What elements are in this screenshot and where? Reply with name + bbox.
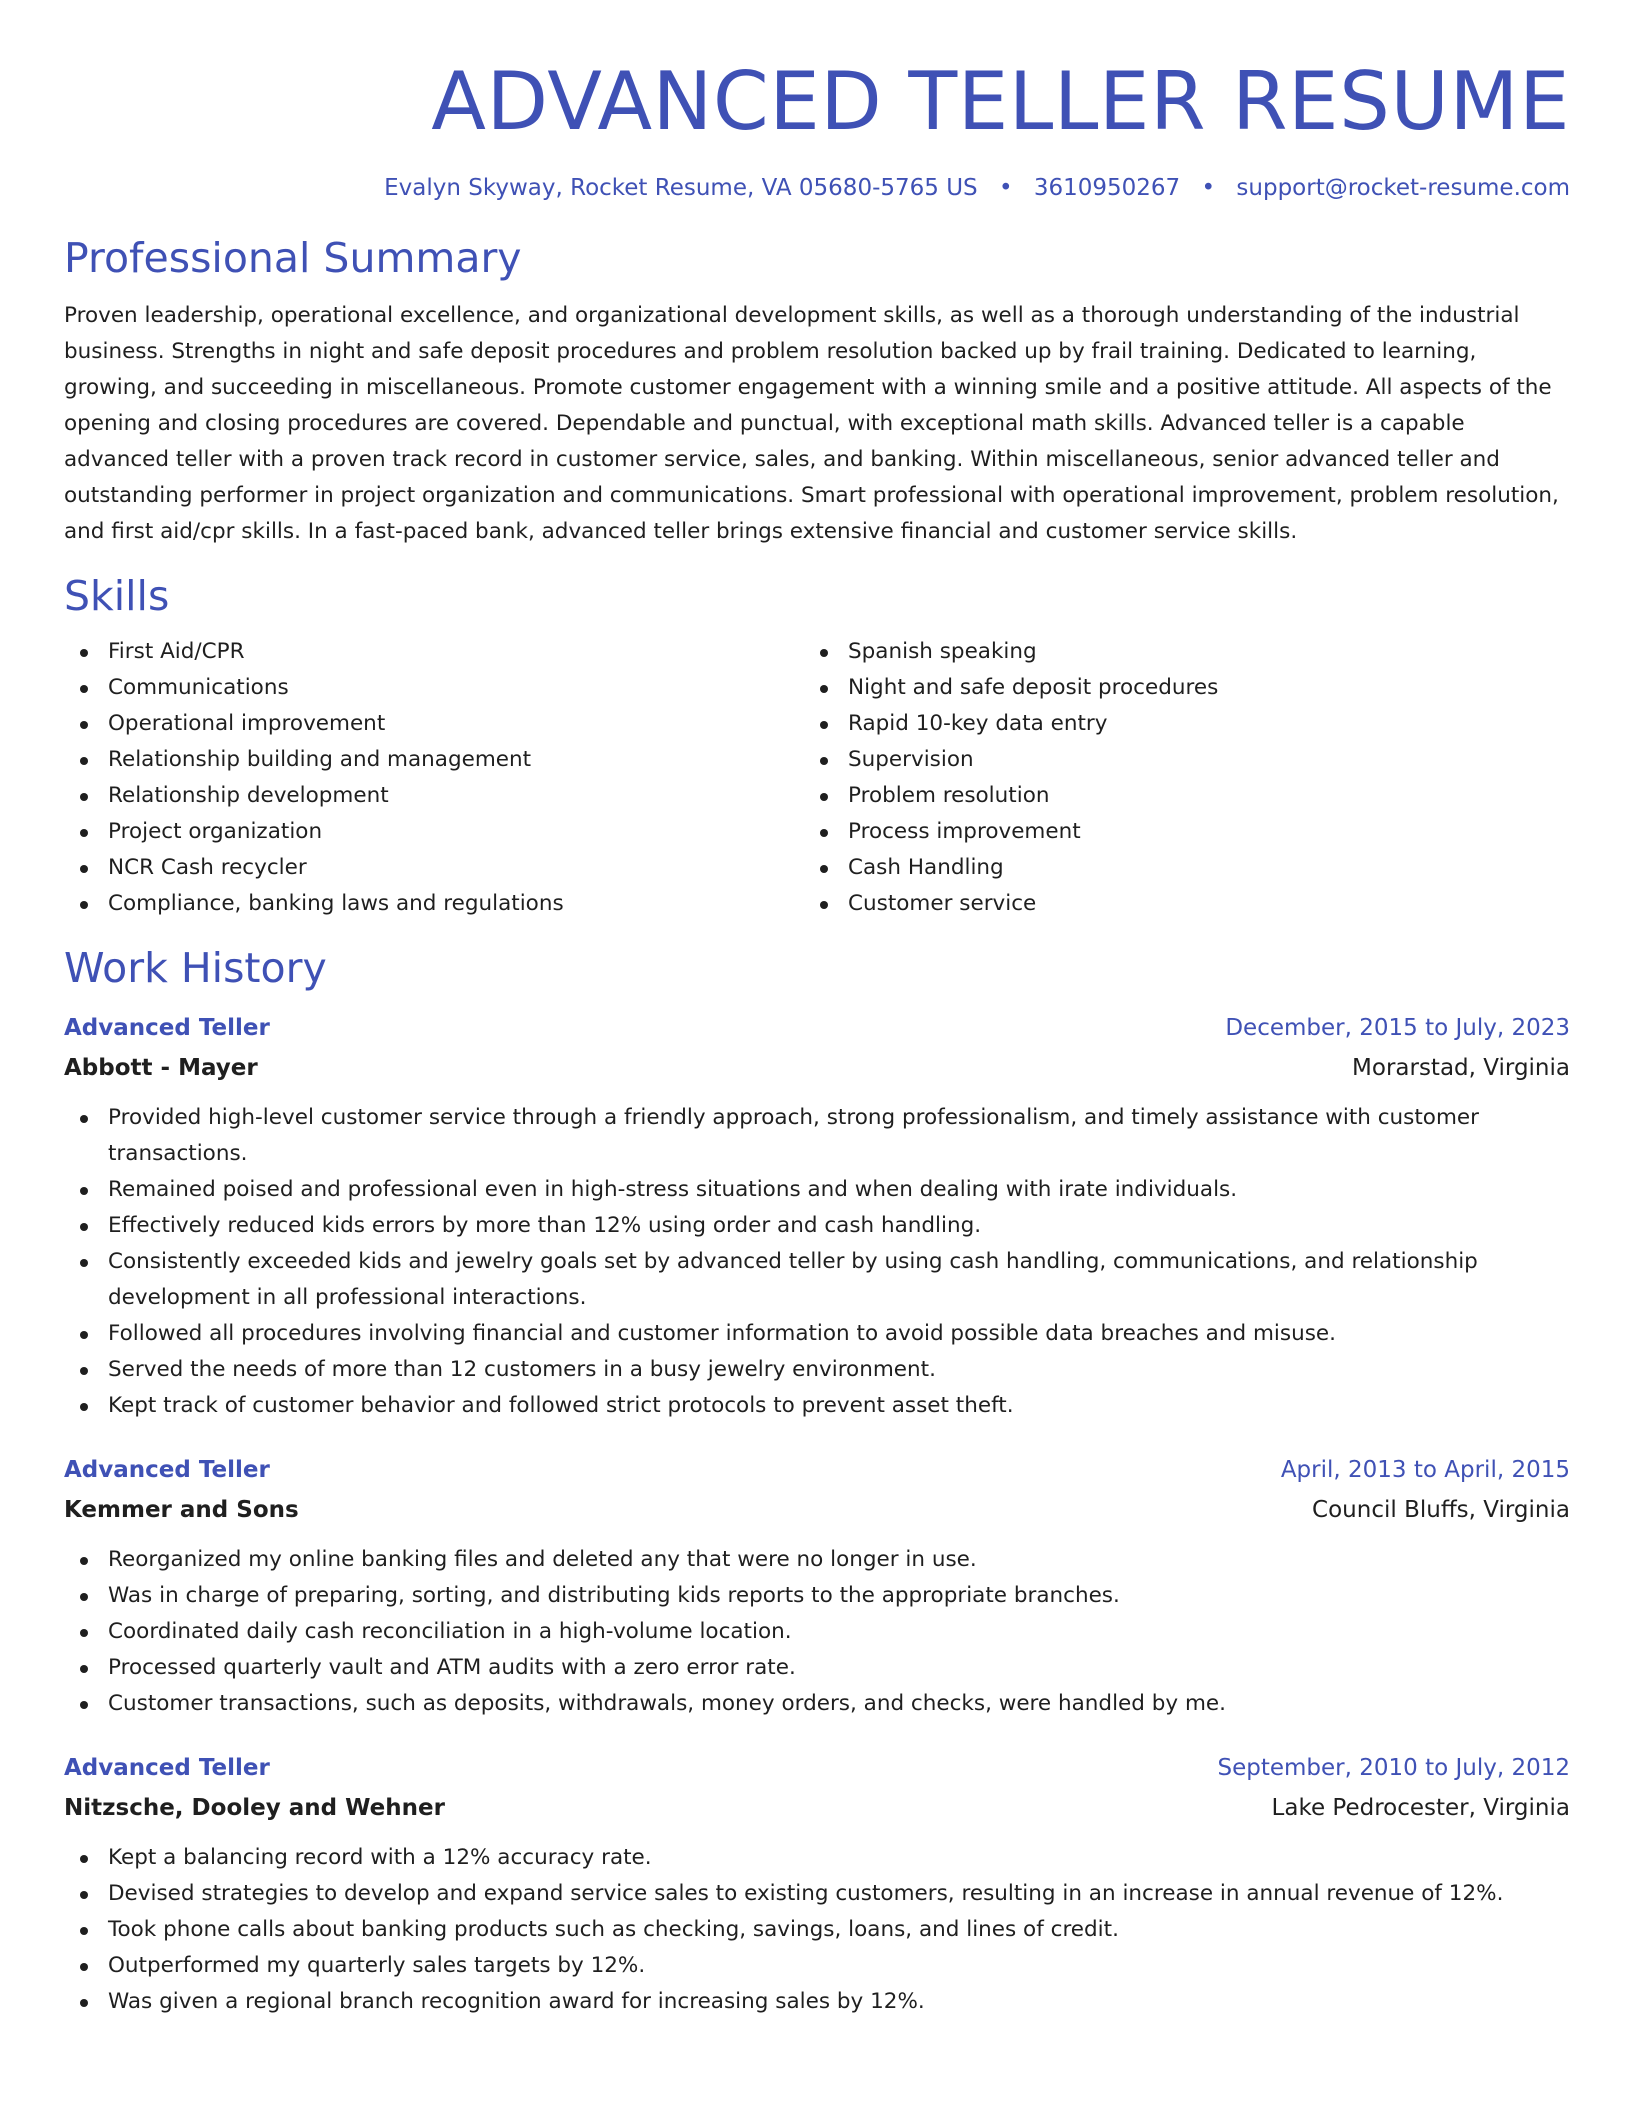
skills-list (64, 634, 1570, 922)
summary-text: Proven leadership, operational excellence, and organizational development skills, as well as a thorough understanding of the industrial business. Strengths in night and safe deposit procedures and problem resolution backed up by frail training. Dedicated to learning, growing, and succeeding in miscellaneous. Promote customer engagement with a winning smile and a positive attitude. All aspects of the opening and closing procedures are covered. Dependable and punctual, with exceptional math skills. Advanced teller is a capable advanced teller with a proven track record in customer service, sales, and banking. Within miscellaneous, senior advanced teller and outstanding performer in project organization and communications. Smart professional with operational improvement, problem resolution, and first aid/cpr skills. In a fast-paced bank, advanced teller brings extensive financial and customer service skills. (64, 303, 1559, 544)
job-bullet: Coordinated daily cash reconciliation in a high-volume location. (64, 1614, 1570, 1650)
job-bullet: Was in charge of preparing, sorting, and distributing kids reports to the appropriate branches. (64, 1578, 1570, 1614)
job-entry (64, 1008, 1570, 1424)
job-bullet: Followed all procedures involving financial and customer information to avoid possible data breaches and misuse. (64, 1316, 1570, 1352)
job-title-row (64, 1008, 1570, 1048)
contact-separator: • (1201, 175, 1216, 201)
contact-line (64, 172, 1570, 204)
job-location: Council Bluffs, Virginia (1312, 1497, 1570, 1523)
job-dates: December, 2015 to July, 2023 (1225, 1015, 1570, 1041)
skill-item: Operational improvement (64, 706, 804, 742)
skills-heading: Skills (64, 572, 170, 620)
skill-item: Relationship building and management (64, 742, 804, 778)
job-bullet: Devised strategies to develop and expand service sales to existing customers, resulting in an increase in annual revenue of 12%. (64, 1876, 1570, 1912)
skill-item: Relationship development (64, 778, 804, 814)
job-bullet: Took phone calls about banking products such as checking, savings, loans, and lines of credit. (64, 1912, 1570, 1948)
job-company-row (64, 1490, 1570, 1530)
phone: 3610950267 (1033, 175, 1181, 201)
job-bullets (64, 1542, 1570, 1722)
job-title: Advanced Teller (64, 1015, 270, 1041)
skills-column-left (64, 634, 804, 922)
job-title: Advanced Teller (64, 1755, 270, 1781)
job-dates: April, 2013 to April, 2015 (1280, 1457, 1570, 1483)
job-title-row (64, 1450, 1570, 1490)
skill-item: Night and safe deposit procedures (804, 670, 1544, 706)
email: support@rocket-resume.com (1236, 175, 1570, 201)
job-bullet: Served the needs of more than 12 customers in a busy jewelry environment. (64, 1352, 1570, 1388)
job-dates: September, 2010 to July, 2012 (1217, 1755, 1570, 1781)
company-name: Kemmer and Sons (64, 1497, 299, 1523)
job-location: Lake Pedrocester, Virginia (1271, 1795, 1570, 1821)
skill-item: Compliance, banking laws and regulations (64, 886, 804, 922)
skill-item: NCR Cash recycler (64, 850, 804, 886)
job-company-row (64, 1048, 1570, 1088)
contact-separator: • (998, 175, 1013, 201)
job-title: Advanced Teller (64, 1457, 270, 1483)
address: Evalyn Skyway, Rocket Resume, VA 05680-5765 US (384, 175, 978, 201)
skill-item: Project organization (64, 814, 804, 850)
job-bullets (64, 1100, 1570, 1424)
skills-column-right (804, 634, 1544, 922)
skill-item: First Aid/CPR (64, 634, 804, 670)
skill-item: Customer service (804, 886, 1544, 922)
resume-header (64, 54, 1570, 204)
job-bullet: Consistently exceeded kids and jewelry goals set by advanced teller by using cash handling, communications, and relationship development in all professional interactions. (64, 1244, 1570, 1316)
job-bullet: Provided high-level customer service through a friendly approach, strong professionalism, and timely assistance with customer transactions. (64, 1100, 1570, 1172)
resume-title: ADVANCED TELLER RESUME (431, 55, 1570, 148)
skill-item: Communications (64, 670, 804, 706)
job-bullet: Kept a balancing record with a 12% accuracy rate. (64, 1840, 1570, 1876)
job-bullet: Processed quarterly vault and ATM audits with a zero error rate. (64, 1650, 1570, 1686)
skill-item: Cash Handling (804, 850, 1544, 886)
company-name: Abbott - Mayer (64, 1055, 258, 1081)
work-history-heading: Work History (64, 944, 327, 992)
skill-item: Rapid 10-key data entry (804, 706, 1544, 742)
work-history-list (64, 1008, 1570, 2020)
skill-item: Spanish speaking (804, 634, 1544, 670)
job-location: Morarstad, Virginia (1352, 1055, 1570, 1081)
job-bullet: Kept track of customer behavior and followed strict protocols to prevent asset theft. (64, 1388, 1570, 1424)
job-bullets (64, 1840, 1570, 2020)
job-bullet: Remained poised and professional even in high-stress situations and when dealing with irate individuals. (64, 1172, 1570, 1208)
job-bullet: Customer transactions, such as deposits, withdrawals, money orders, and checks, were handled by me. (64, 1686, 1570, 1722)
company-name: Nitzsche, Dooley and Wehner (64, 1795, 445, 1821)
job-bullet: Outperformed my quarterly sales targets by 12%. (64, 1948, 1570, 1984)
job-entry (64, 1450, 1570, 1722)
job-bullet: Reorganized my online banking files and deleted any that were no longer in use. (64, 1542, 1570, 1578)
job-title-row (64, 1748, 1570, 1788)
job-bullet: Effectively reduced kids errors by more than 12% using order and cash handling. (64, 1208, 1570, 1244)
skill-item: Process improvement (804, 814, 1544, 850)
skill-item: Supervision (804, 742, 1544, 778)
skill-item: Problem resolution (804, 778, 1544, 814)
job-entry (64, 1748, 1570, 2020)
job-bullet: Was given a regional branch recognition award for increasing sales by 12%. (64, 1984, 1570, 2020)
job-company-row (64, 1788, 1570, 1828)
summary-heading: Professional Summary (64, 234, 522, 282)
